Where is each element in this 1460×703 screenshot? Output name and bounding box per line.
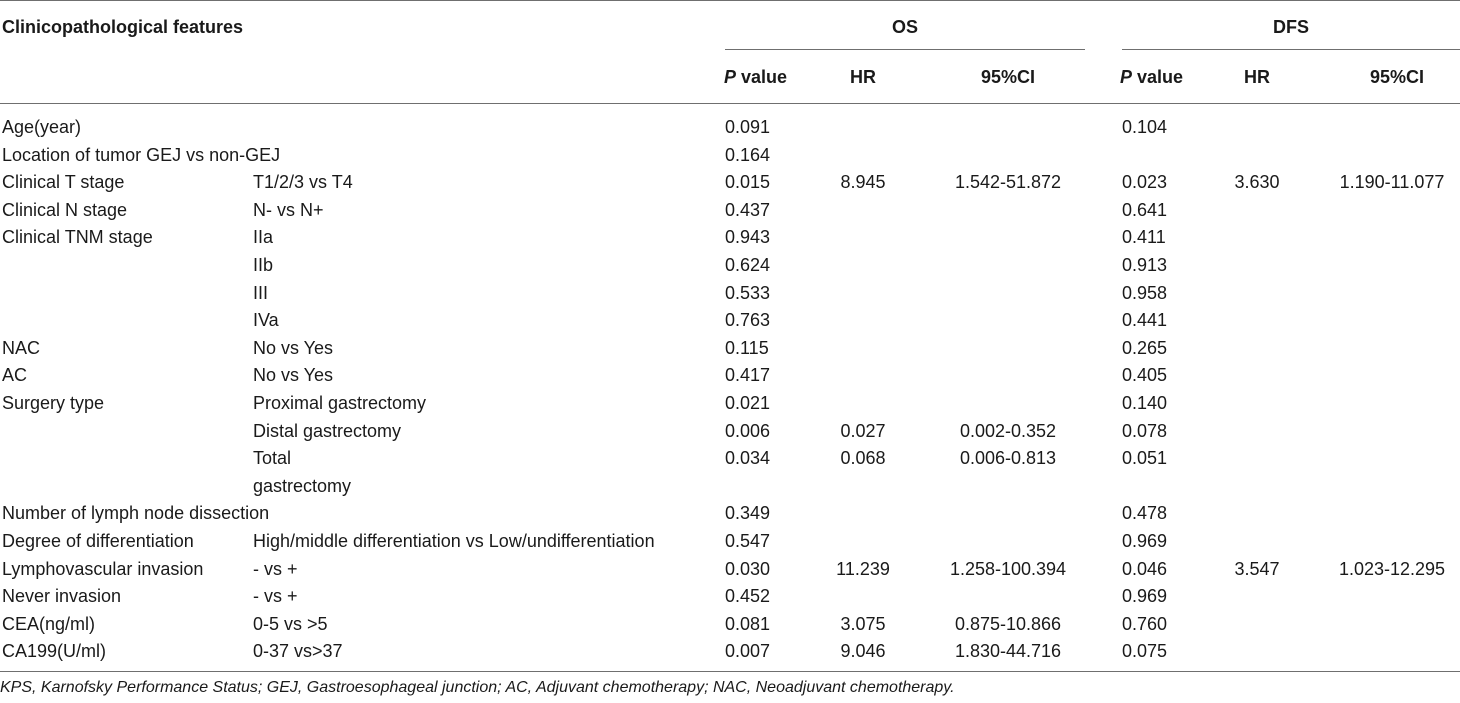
feature-cell: Never invasion (2, 586, 122, 606)
comparison-cell: IIb (253, 255, 274, 275)
dfs-group-rule (1122, 49, 1460, 50)
comparison-cell: N- vs N+ (253, 200, 324, 220)
os-p-value-cell: 0.015 (725, 172, 771, 192)
dfs-p-value-cell: 0.478 (1122, 503, 1168, 523)
table-bottom-rule (0, 671, 1460, 672)
dfs-p-value-cell: 0.411 (1122, 227, 1166, 247)
dfs-p-value-cell: 0.078 (1122, 421, 1168, 441)
os-p-value-cell: 0.533 (725, 283, 771, 303)
comparison-cell: IVa (253, 310, 279, 330)
feature-cell: NAC (2, 338, 41, 358)
comparison-cell: High/middle differentiation vs Low/undifferentiation (253, 531, 655, 551)
comparison-cell: Total (253, 448, 292, 468)
p-italic: P (1120, 67, 1133, 87)
dfs-p-value-cell: 0.051 (1122, 448, 1168, 468)
os-p-value-cell: 0.006 (725, 421, 771, 441)
os-ci-cell: 0.002-0.352 (959, 421, 1057, 441)
os-ci-cell: 1.542-51.872 (954, 172, 1062, 192)
os-p-value-cell: 0.034 (725, 448, 771, 468)
dfs-p-value-cell: 0.969 (1122, 586, 1168, 606)
feature-cell: CA199(U/ml) (2, 641, 107, 661)
dfs-p-value-cell: 0.140 (1122, 393, 1168, 413)
table-footnote: KPS, Karnofsky Performance Status; GEJ, Gastroesophageal junction; AC, Adjuvant chemotherapy; NAC, Neoadjuvant chemotherapy. (0, 679, 955, 696)
comparison-cell: - vs + (253, 586, 298, 606)
p-rest: value (736, 67, 788, 87)
comparison-cell: No vs Yes (253, 365, 334, 385)
comparison-cell: No vs Yes (253, 338, 334, 358)
comparison-cell: IIa (253, 227, 274, 247)
dfs-hr-header: HR (1244, 67, 1270, 87)
os-p-value-cell: 0.763 (725, 310, 771, 330)
comparison-cell: III (253, 283, 269, 303)
feature-cell: Number of lymph node dissection (2, 503, 270, 523)
os-ci-cell: 0.006-0.813 (959, 448, 1057, 468)
comparison-cell: T1/2/3 vs T4 (253, 172, 353, 192)
dfs-p-value-cell: 0.405 (1122, 365, 1168, 385)
feature-cell: CEA(ng/ml) (2, 614, 96, 634)
os-p-value-cell: 0.437 (725, 200, 771, 220)
os-ci-cell: 1.258-100.394 (949, 559, 1067, 579)
os-p-value-cell: 0.021 (725, 393, 771, 413)
dfs-p-value-cell: 0.969 (1122, 531, 1168, 551)
os-hr-cell: 9.046 (840, 641, 886, 661)
os-group-rule (725, 49, 1085, 50)
os-p-value-cell: 0.547 (725, 531, 771, 551)
os-hr-cell: 8.945 (840, 172, 886, 192)
os-ci-cell: 1.830-44.716 (954, 641, 1062, 661)
dfs-p-value-cell: 0.023 (1122, 172, 1168, 192)
os-hr-cell: 0.068 (840, 448, 886, 468)
os-ci-cell: 0.875-10.866 (954, 614, 1062, 634)
comparison-cell: Distal gastrectomy (253, 421, 402, 441)
os-p-value-cell: 0.030 (725, 559, 771, 579)
dfs-p-value-cell: 0.075 (1122, 641, 1168, 661)
dfs-p-value-cell: 0.265 (1122, 338, 1168, 358)
dfs-ci-cell: 1.023-12.295 (1338, 559, 1446, 579)
os-p-value-cell: 0.081 (725, 614, 771, 634)
comparison-cell: gastrectomy (253, 476, 352, 496)
feature-cell: Degree of differentiation (2, 531, 194, 551)
dfs-hr-cell: 3.630 (1234, 172, 1280, 192)
p-rest: value (1132, 67, 1184, 87)
dfs-p-value-cell: 0.913 (1122, 255, 1168, 275)
os-hr-cell: 11.239 (836, 559, 890, 579)
feature-cell: Location of tumor GEJ vs non-GEJ (2, 145, 281, 165)
dfs-p-value-cell: 0.641 (1122, 200, 1168, 220)
os-ci-header: 95%CI (980, 67, 1036, 87)
feature-cell: Age(year) (2, 117, 82, 137)
dfs-p-value-cell: 0.760 (1122, 614, 1168, 634)
dfs-p-value-cell: 0.104 (1122, 117, 1168, 137)
os-p-value-cell: 0.452 (725, 586, 771, 606)
dfs-p-value-cell: 0.441 (1122, 310, 1168, 330)
features-header: Clinicopathological features (2, 17, 244, 37)
os-p-value-cell: 0.091 (725, 117, 771, 137)
feature-cell: Clinical T stage (2, 172, 125, 192)
feature-cell: Surgery type (2, 393, 105, 413)
os-hr-header: HR (850, 67, 876, 87)
p-italic: P (724, 67, 737, 87)
os-p-value-header (724, 66, 787, 88)
table-top-rule (0, 0, 1460, 1)
feature-cell: Clinical N stage (2, 200, 128, 220)
header-bottom-rule (0, 103, 1460, 104)
os-header: OS (891, 17, 919, 37)
os-p-value-cell: 0.417 (725, 365, 771, 385)
dfs-ci-cell: 1.190-11.077 (1339, 172, 1445, 192)
comparison-cell: 0-5 vs >5 (253, 614, 328, 634)
os-p-value-cell: 0.943 (725, 227, 771, 247)
comparison-cell: 0-37 vs>37 (253, 641, 343, 661)
os-p-value-cell: 0.115 (725, 338, 769, 358)
comparison-cell: Proximal gastrectomy (253, 393, 427, 413)
comparison-cell: - vs + (253, 559, 298, 579)
dfs-header: DFS (1273, 17, 1309, 37)
feature-cell: Lymphovascular invasion (2, 559, 204, 579)
dfs-p-value-cell: 0.958 (1122, 283, 1168, 303)
feature-cell: Clinical TNM stage (2, 227, 153, 247)
os-p-value-cell: 0.624 (725, 255, 771, 275)
os-hr-cell: 3.075 (840, 614, 886, 634)
feature-cell: AC (2, 365, 28, 385)
dfs-ci-header: 95%CI (1369, 67, 1425, 87)
dfs-hr-cell: 3.547 (1234, 559, 1280, 579)
os-hr-cell: 0.027 (840, 421, 886, 441)
os-p-value-cell: 0.164 (725, 145, 771, 165)
dfs-p-value-header (1120, 66, 1183, 88)
os-p-value-cell: 0.007 (725, 641, 771, 661)
dfs-p-value-cell: 0.046 (1122, 559, 1168, 579)
os-p-value-cell: 0.349 (725, 503, 771, 523)
